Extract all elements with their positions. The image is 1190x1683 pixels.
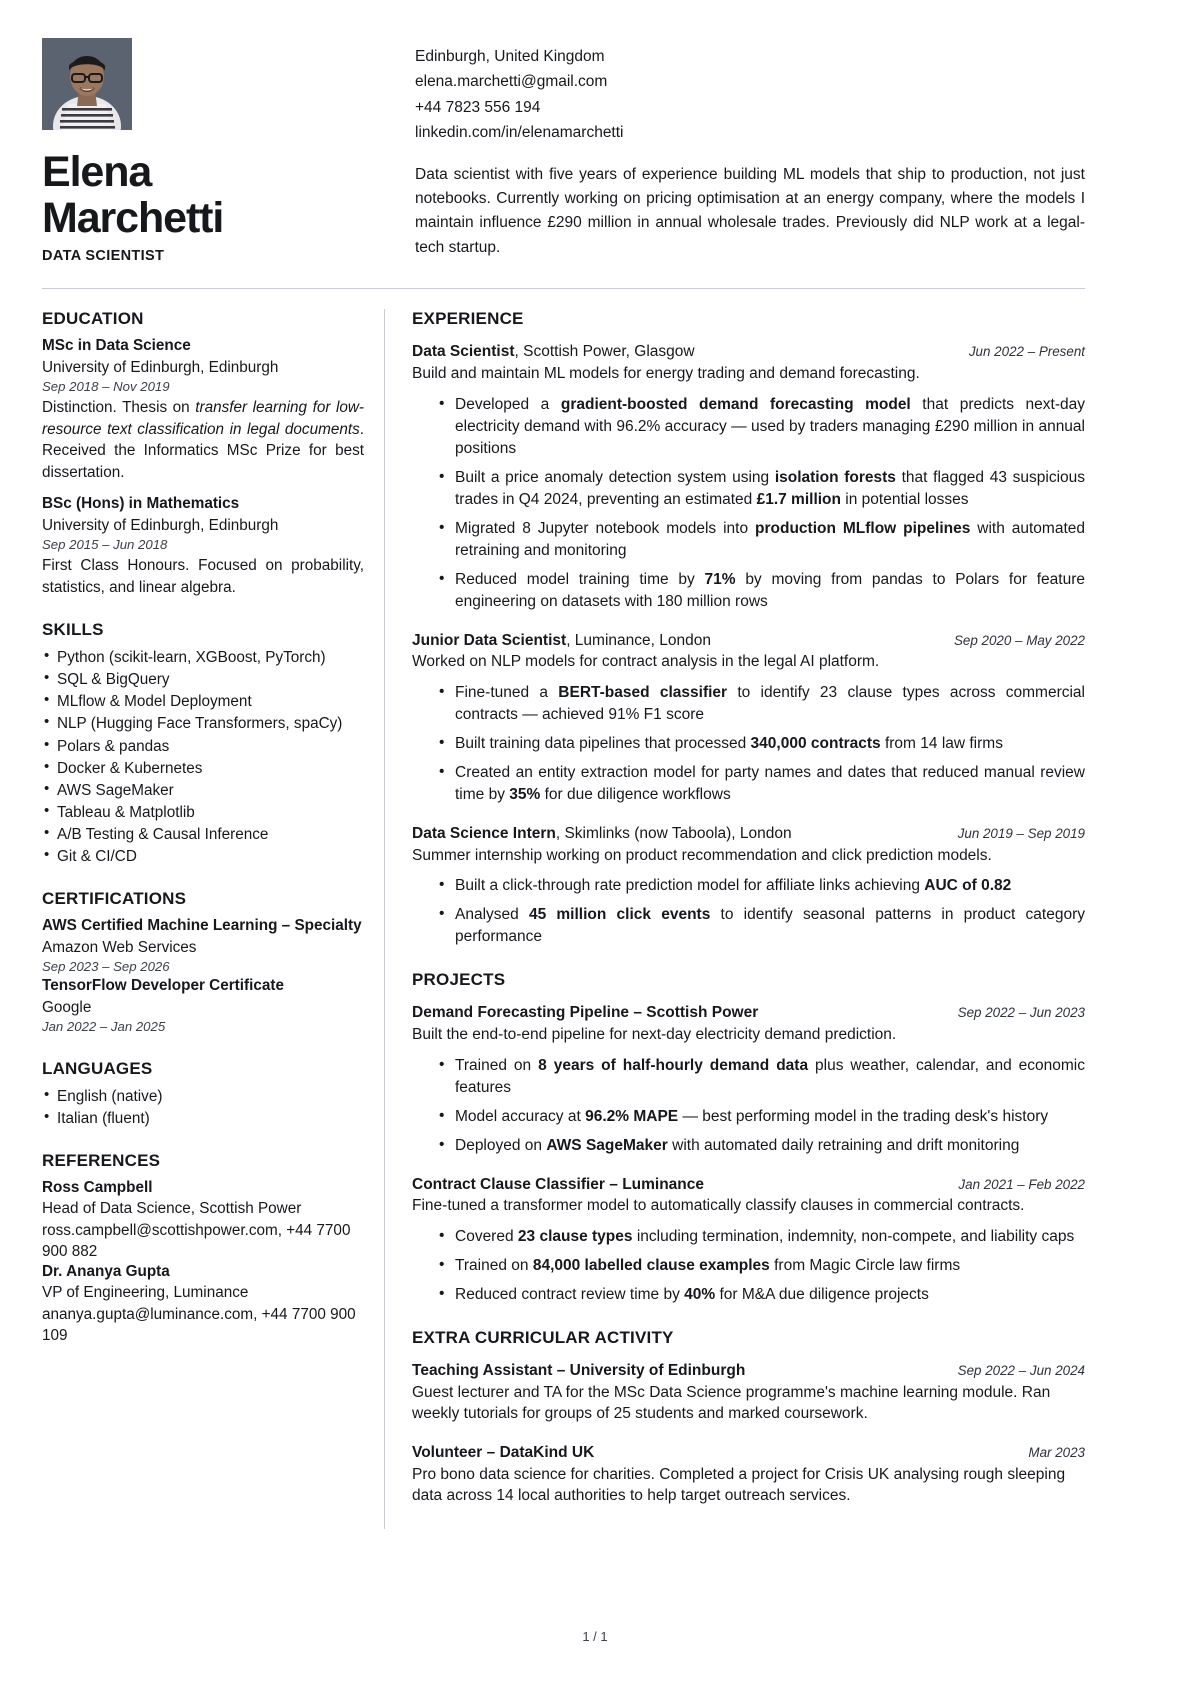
experience-role bbox=[412, 823, 792, 845]
section-languages bbox=[42, 1059, 364, 1129]
bullet-text: Fine-tuned a bbox=[455, 683, 559, 701]
education-entry bbox=[42, 336, 364, 483]
header-contact-and-summary bbox=[410, 38, 1085, 260]
section-extra-curricular bbox=[412, 1328, 1085, 1507]
section-title-education: EDUCATION bbox=[42, 309, 144, 329]
list-item: • NLP (Hugging Face Transformers, spaCy) bbox=[42, 713, 364, 734]
bullet-text: Built training data pipelines that processed bbox=[455, 734, 751, 752]
experience-role bbox=[412, 341, 695, 363]
list-item: • SQL & BigQuery bbox=[42, 669, 364, 690]
bullet-item bbox=[438, 1255, 1085, 1277]
bullet-text: in potential losses bbox=[841, 490, 969, 508]
education-institution: University of Edinburgh, Edinburgh bbox=[42, 358, 279, 376]
certification-dates: Jan 2022 – Jan 2025 bbox=[42, 1019, 166, 1035]
entry-header bbox=[412, 341, 1085, 363]
extra-name bbox=[412, 1442, 594, 1464]
section-skills bbox=[42, 620, 364, 867]
list-item: • Polars & pandas bbox=[42, 736, 364, 757]
candidate-name-line2: Marchetti bbox=[42, 193, 224, 242]
reference-contact: ross.campbell@scottishpower.com, +44 7700 900 882 bbox=[42, 1221, 351, 1260]
reference-role: Head of Data Science, Scottish Power bbox=[42, 1200, 302, 1218]
entry-dates: Jan 2021 – Feb 2022 bbox=[958, 1176, 1085, 1192]
projects-list bbox=[412, 1002, 1085, 1306]
contact-location: Edinburgh, United Kingdom bbox=[415, 48, 605, 65]
entry-summary: Built the end-to-end pipeline for next-day electricity demand prediction. bbox=[412, 1025, 897, 1043]
entry-header bbox=[412, 1174, 1085, 1196]
bullet-text: Trained on bbox=[455, 1056, 539, 1074]
extra-list bbox=[412, 1360, 1085, 1507]
certification-dates: Sep 2023 – Sep 2026 bbox=[42, 958, 170, 974]
experience-list bbox=[412, 341, 1085, 948]
section-title-languages: LANGUAGES bbox=[42, 1058, 153, 1078]
certification-entry bbox=[42, 976, 364, 1036]
bullet-highlight: gradient-boosted demand forecasting model bbox=[560, 395, 911, 413]
bullet-text: from Magic Circle law firms bbox=[769, 1257, 961, 1275]
reference-entry bbox=[42, 1262, 364, 1346]
bullet-text: Created an entity extraction model for party names and dates that reduced manual review time by bbox=[455, 763, 1085, 803]
bullet-text: to identify seasonal patterns in product category performance bbox=[455, 906, 1085, 946]
list-item: • MLflow & Model Deployment bbox=[42, 691, 364, 712]
entry-header bbox=[412, 1360, 1085, 1382]
certification-entry bbox=[42, 916, 364, 976]
bullet-text: Reduced contract review time by bbox=[455, 1286, 685, 1304]
bullet-text: Trained on bbox=[455, 1257, 533, 1275]
bullet-item bbox=[438, 904, 1085, 948]
list-item: • English (native) bbox=[42, 1086, 364, 1107]
page-indicator: 1 / 1 bbox=[582, 1629, 608, 1644]
certification-name: TensorFlow Developer Certificate bbox=[42, 977, 284, 995]
profile-summary: Data scientist with five years of experience building ML models that ship to production, not just notebooks. Currently working on pricing optimisation at an energy company, where the models I maintain influence £290 million in annual wholesale trades. Previously did NLP work at a legal-tech startup. bbox=[415, 166, 1085, 256]
entry-company: , Skimlinks (now Taboola), London bbox=[555, 824, 792, 842]
entry-header bbox=[412, 1002, 1085, 1024]
bullet-text: from 14 law firms bbox=[880, 734, 1003, 752]
entry-dates: Jun 2022 – Present bbox=[968, 344, 1085, 360]
experience-bullets bbox=[412, 394, 1085, 613]
entry-company: , Luminance, London bbox=[566, 631, 711, 649]
entry-dates: Mar 2023 bbox=[1028, 1445, 1085, 1461]
contact-phone: +44 7823 556 194 bbox=[415, 98, 541, 116]
list-item: • Python (scikit-learn, XGBoost, PyTorch) bbox=[42, 647, 364, 668]
candidate-name-line1: Elena bbox=[42, 148, 152, 196]
bullet-text: that predicts next-day electricity demand with 96.2% accuracy — used by traders managing £290 million in annual positions bbox=[455, 395, 1086, 457]
entry-dates: Sep 2022 – Jun 2024 bbox=[957, 1363, 1085, 1379]
entry-title-bold: Contract Clause Classifier – Luminance bbox=[412, 1175, 705, 1193]
bullet-highlight: 84,000 labelled clause examples bbox=[532, 1257, 770, 1275]
header-divider bbox=[42, 288, 1085, 289]
bullet-text: Model accuracy at bbox=[455, 1107, 586, 1125]
section-title-references: REFERENCES bbox=[42, 1150, 161, 1170]
entry-title-bold: Teaching Assistant – University of Edinburgh bbox=[412, 1362, 746, 1380]
entry-title-bold: Volunteer – DataKind UK bbox=[412, 1444, 595, 1462]
education-dates: Sep 2018 – Nov 2019 bbox=[42, 378, 170, 394]
entry-dates: Sep 2022 – Jun 2023 bbox=[957, 1005, 1085, 1021]
bullet-item bbox=[438, 1135, 1085, 1157]
reference-name: Dr. Ananya Gupta bbox=[42, 1262, 170, 1280]
education-desc-post: . Received the Informatics MSc Prize for best dissertation. bbox=[42, 420, 364, 481]
section-title-projects: PROJECTS bbox=[412, 970, 506, 990]
bullet-highlight: £1.7 million bbox=[756, 490, 841, 508]
section-title-skills: SKILLS bbox=[42, 620, 104, 640]
bullet-item bbox=[438, 569, 1085, 613]
bullet-item bbox=[438, 875, 1085, 897]
reference-name: Ross Campbell bbox=[42, 1178, 153, 1196]
bullet-highlight: isolation forests bbox=[774, 468, 896, 486]
bullet-text: with automated daily retraining and drift monitoring bbox=[667, 1136, 1020, 1154]
bullet-item bbox=[438, 518, 1085, 562]
bullet-item bbox=[438, 467, 1085, 511]
entry-header bbox=[412, 823, 1085, 845]
list-item: • Git & CI/CD bbox=[42, 846, 364, 867]
reference-role: VP of Engineering, Luminance bbox=[42, 1284, 249, 1302]
experience-bullets bbox=[412, 875, 1085, 948]
bullet-item bbox=[438, 1226, 1085, 1248]
education-description: First Class Honours. Focused on probability, statistics, and linear algebra. bbox=[42, 557, 364, 596]
extra-entry bbox=[412, 1360, 1085, 1425]
bullet-text: for due diligence workflows bbox=[540, 785, 731, 803]
bullet-text: Analysed bbox=[455, 906, 529, 924]
bullet-item bbox=[438, 682, 1085, 726]
experience-role bbox=[412, 630, 711, 652]
contact-email[interactable]: elena.marchetti@gmail.com bbox=[415, 73, 608, 91]
list-item: • Italian (fluent) bbox=[42, 1108, 364, 1129]
entry-summary: Summer internship working on product recommendation and click prediction models. bbox=[412, 846, 992, 864]
entry-header bbox=[412, 1442, 1085, 1464]
project-bullets bbox=[412, 1055, 1085, 1157]
extra-name bbox=[412, 1360, 745, 1382]
section-projects bbox=[412, 970, 1085, 1306]
languages-list bbox=[42, 1086, 364, 1129]
bullet-text: with automated retraining and monitoring bbox=[455, 519, 1085, 559]
bullet-highlight: 45 million click events bbox=[528, 906, 711, 924]
bullet-text: Covered bbox=[455, 1228, 518, 1246]
bullet-text: including termination, indemnity, non-compete, and liability caps bbox=[632, 1228, 1075, 1246]
resume-header bbox=[42, 38, 1085, 264]
section-experience bbox=[412, 309, 1085, 948]
project-entry bbox=[412, 1002, 1085, 1156]
entry-title-bold: Data Science Intern bbox=[412, 824, 556, 842]
entry-summary: Fine-tuned a transformer model to automatically classify clauses in commercial contracts. bbox=[412, 1197, 1025, 1215]
education-entry bbox=[42, 494, 364, 598]
entry-dates: Sep 2020 – May 2022 bbox=[953, 632, 1085, 648]
bullet-highlight: 340,000 contracts bbox=[750, 734, 881, 752]
education-institution: University of Edinburgh, Edinburgh bbox=[42, 516, 279, 534]
experience-entry bbox=[412, 823, 1085, 948]
certification-issuer: Amazon Web Services bbox=[42, 938, 197, 956]
section-title-extra-curricular: EXTRA CURRICULAR ACTIVITY bbox=[412, 1328, 674, 1348]
bullet-highlight: production MLflow pipelines bbox=[755, 519, 971, 537]
entry-header bbox=[412, 630, 1085, 652]
reference-contact: ananya.gupta@luminance.com, +44 7700 900 109 bbox=[42, 1305, 356, 1344]
bullet-text: Deployed on bbox=[455, 1136, 547, 1154]
entry-summary: Build and maintain ML models for energy trading and demand forecasting. bbox=[412, 364, 920, 382]
bullet-text: for M&A due diligence projects bbox=[715, 1286, 929, 1304]
bullet-text: that flagged 43 suspicious trades in Q4 2024, preventing an estimated bbox=[455, 468, 1086, 508]
section-education bbox=[42, 309, 364, 598]
bullet-highlight: AWS SageMaker bbox=[546, 1136, 668, 1154]
project-name bbox=[412, 1174, 704, 1196]
section-references bbox=[42, 1151, 364, 1346]
bullet-item bbox=[438, 762, 1085, 806]
list-item: • Docker & Kubernetes bbox=[42, 758, 364, 779]
bullet-item bbox=[438, 1284, 1085, 1306]
education-description bbox=[42, 397, 364, 483]
list-item: • Tableau & Matplotlib bbox=[42, 802, 364, 823]
education-dates: Sep 2015 – Jun 2018 bbox=[42, 536, 168, 552]
entry-title-bold: Data Scientist bbox=[412, 343, 515, 361]
experience-entry bbox=[412, 630, 1085, 806]
contact-linkedin[interactable]: linkedin.com/in/elenamarchetti bbox=[415, 123, 624, 141]
education-degree: BSc (Hons) in Mathematics bbox=[42, 495, 240, 513]
experience-entry bbox=[412, 341, 1085, 612]
bullet-text: — best performing model in the trading desk's history bbox=[678, 1107, 1049, 1125]
bullet-item bbox=[438, 733, 1085, 755]
reference-entry bbox=[42, 1178, 364, 1262]
bullet-text: Developed a bbox=[455, 395, 561, 413]
bullet-item bbox=[438, 394, 1085, 460]
bullet-text: Migrated 8 Jupyter notebook models into bbox=[455, 519, 756, 537]
extra-entry bbox=[412, 1442, 1085, 1507]
bullet-highlight: 23 clause types bbox=[517, 1228, 633, 1246]
project-entry bbox=[412, 1174, 1085, 1306]
list-item: • A/B Testing & Causal Inference bbox=[42, 824, 364, 845]
bullet-text: plus weather, calendar, and economic features bbox=[455, 1056, 1085, 1096]
entry-summary: Worked on NLP models for contract analysis in the legal AI platform. bbox=[412, 653, 880, 671]
bullet-highlight: BERT-based classifier bbox=[558, 683, 728, 701]
project-name bbox=[412, 1002, 758, 1024]
bullet-highlight: 71% bbox=[704, 570, 736, 588]
bullet-highlight: AUC of 0.82 bbox=[924, 877, 1012, 895]
education-desc-pre: Distinction. Thesis on bbox=[42, 399, 196, 417]
section-title-certifications: CERTIFICATIONS bbox=[42, 889, 187, 909]
bullet-highlight: 96.2% MAPE bbox=[585, 1107, 679, 1125]
bullet-highlight: 8 years of half-hourly demand data bbox=[538, 1056, 809, 1074]
list-item: • AWS SageMaker bbox=[42, 780, 364, 801]
header-identity bbox=[42, 38, 410, 264]
entry-title-bold: Demand Forecasting Pipeline – Scottish Power bbox=[412, 1004, 759, 1022]
candidate-name bbox=[42, 150, 410, 241]
bullet-text: by moving from pandas to Polars for feature engineering on datasets with 180 million rows bbox=[455, 570, 1085, 610]
profile-photo bbox=[42, 38, 132, 130]
entry-title-bold: Junior Data Scientist bbox=[412, 631, 567, 649]
main-column bbox=[384, 309, 1085, 1529]
entry-company: , Scottish Power, Glasgow bbox=[514, 343, 695, 361]
project-bullets bbox=[412, 1226, 1085, 1306]
sidebar-column bbox=[42, 309, 384, 1529]
education-desc-thesis: transfer learning for low-resource text classification in legal documents bbox=[42, 399, 365, 438]
skills-list bbox=[42, 647, 364, 867]
bullet-highlight: 35% bbox=[509, 785, 541, 803]
candidate-job-title: DATA SCIENTIST bbox=[42, 248, 165, 265]
section-certifications bbox=[42, 889, 364, 1036]
bullet-text: to identify 23 clause types across commercial contracts — achieved 91% F1 score bbox=[455, 683, 1085, 723]
education-degree: MSc in Data Science bbox=[42, 337, 191, 355]
experience-bullets bbox=[412, 682, 1085, 806]
bullet-text: Reduced model training time by bbox=[455, 570, 705, 588]
bullet-text: Built a price anomaly detection system using bbox=[455, 468, 775, 486]
section-title-experience: EXPERIENCE bbox=[412, 309, 524, 329]
bullet-item bbox=[438, 1055, 1085, 1099]
certification-issuer: Google bbox=[42, 999, 92, 1017]
entry-summary: Pro bono data science for charities. Completed a project for Crisis UK analysing rough sleeping data across 14 local authorities to help target outreach services. bbox=[412, 1465, 1066, 1505]
resume-body bbox=[42, 309, 1085, 1529]
bullet-text: Built a click-through rate prediction model for affiliate links achieving bbox=[455, 877, 925, 895]
certification-name: AWS Certified Machine Learning – Specialty bbox=[42, 917, 362, 935]
bullet-highlight: 40% bbox=[684, 1286, 716, 1304]
entry-summary: Guest lecturer and TA for the MSc Data Science programme's machine learning module. Ran weekly tutorials for groups of 25 students and marked coursework. bbox=[412, 1383, 1051, 1423]
bullet-item bbox=[438, 1106, 1085, 1128]
entry-dates: Jun 2019 – Sep 2019 bbox=[957, 825, 1085, 841]
